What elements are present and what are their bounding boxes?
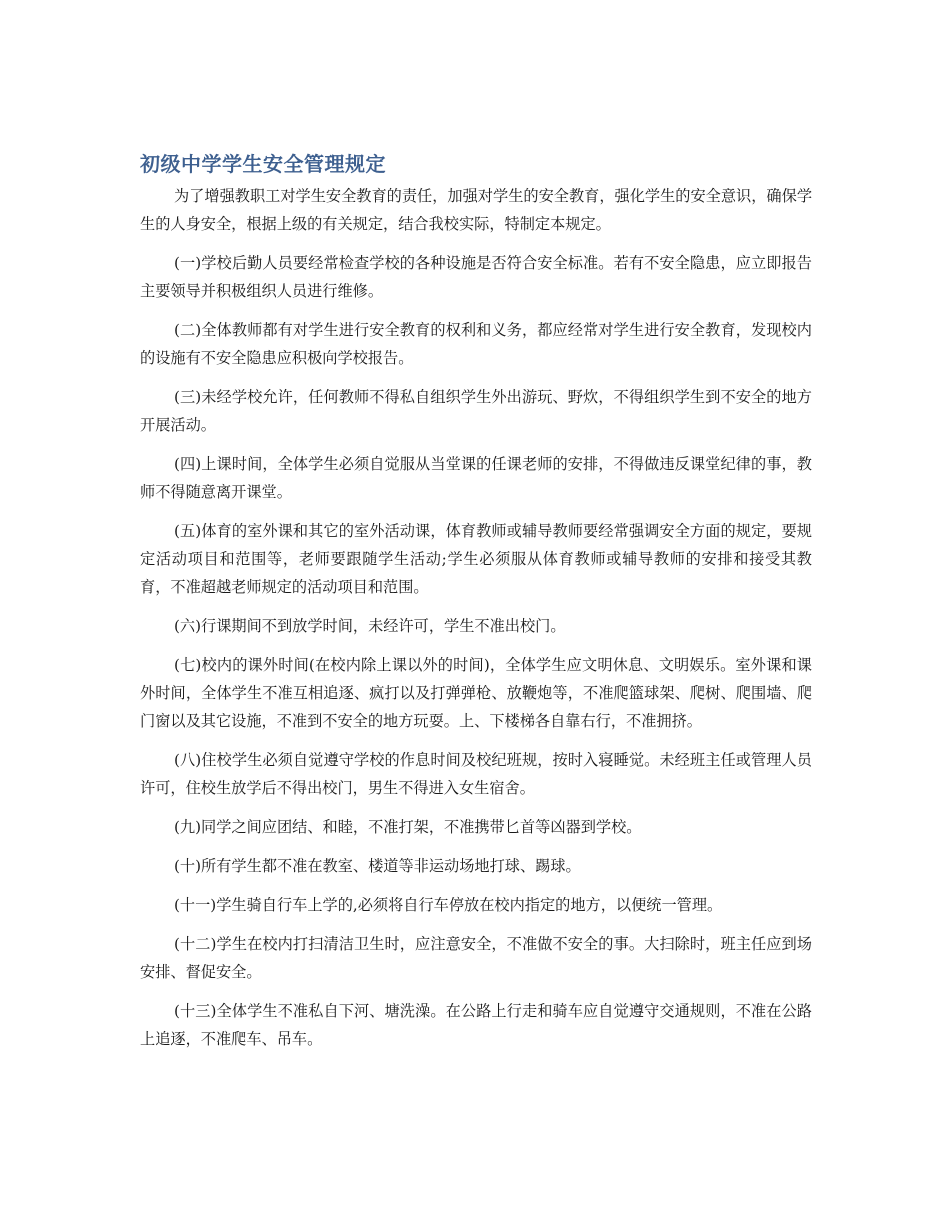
rule-paragraph-10: (十)所有学生都不准在教室、楼道等非运动场地打球、踢球。	[174, 857, 581, 875]
rule-paragraph-8: (八)住校学生必须自觉遵守学校的作息时间及校纪班规，按时入寝睡觉。未经班主任或管理人员许可，住校生放学后不得出校门，男生不得进入女生宿舍。	[140, 751, 812, 797]
rule-paragraph-3: (三)未经学校允许，任何教师不得私自组织学生外出游玩、野炊，不得组织学生到不安全的地方开展活动。	[140, 388, 812, 434]
rule-paragraph-6: (六)行课期间不到放学时间，未经许可，学生不准出校门。	[174, 617, 566, 635]
rule-paragraph-4: (四)上课时间，全体学生必须自觉服从当堂课的任课老师的安排，不得做违反课堂纪律的事，教师不得随意离开课堂。	[140, 455, 812, 501]
rule-paragraph-13: (十三)全体学生不准私自下河、塘洗澡。在公路上行走和骑车应自觉遵守交通规则，不准在公路上追逐，不准爬车、吊车。	[140, 1002, 812, 1048]
rule-paragraph-5: (五)体育的室外课和其它的室外活动课，体育教师或辅导教师要经常强调安全方面的规定，要规定活动项目和范围等，老师要跟随学生活动;学生必须服从体育教师或辅导教师的安排和接受其教育，不准超越老师规定的活动项目和范围。	[140, 522, 812, 596]
intro-paragraph: 为了增强教职工对学生安全教育的责任，加强对学生的安全教育，强化学生的安全意识，确保学生的人身安全，根据上级的有关规定，结合我校实际，特制定本规定。	[140, 187, 812, 233]
document-title: 初级中学学生安全管理规定	[140, 152, 386, 176]
rule-paragraph-2: (二)全体教师都有对学生进行安全教育的权利和义务，都应经常对学生进行安全教育，发现校内的设施有不安全隐患应积极向学校报告。	[140, 321, 812, 367]
rule-paragraph-9: (九)同学之间应团结、和睦，不准打架，不准携带匕首等凶器到学校。	[174, 818, 642, 836]
rule-paragraph-1: (一)学校后勤人员要经常检查学校的各种设施是否符合安全标准。若有不安全隐患，应立即报告主要领导并积极组织人员进行维修。	[140, 254, 812, 300]
rule-paragraph-7: (七)校内的课外时间(在校内除上课以外的时间)，全体学生应文明休息、文明娱乐。室外课和课外时间，全体学生不准互相追逐、疯打以及打弹弹枪、放鞭炮等，不准爬篮球架、爬树、爬围墙、爬门窗以及其它设施，不准到不安全的地方玩耍。上、下楼梯各自靠右行，不准拥挤。	[140, 656, 812, 730]
rule-paragraph-12: (十二)学生在校内打扫清洁卫生时，应注意安全，不准做不安全的事。大扫除时，班主任应到场安排、督促安全。	[140, 935, 812, 981]
rule-paragraph-11: (十一)学生骑自行车上学的,必须将自行车停放在校内指定的地方，以便统一管理。	[174, 896, 723, 914]
document-page	[140, 150, 812, 1064]
